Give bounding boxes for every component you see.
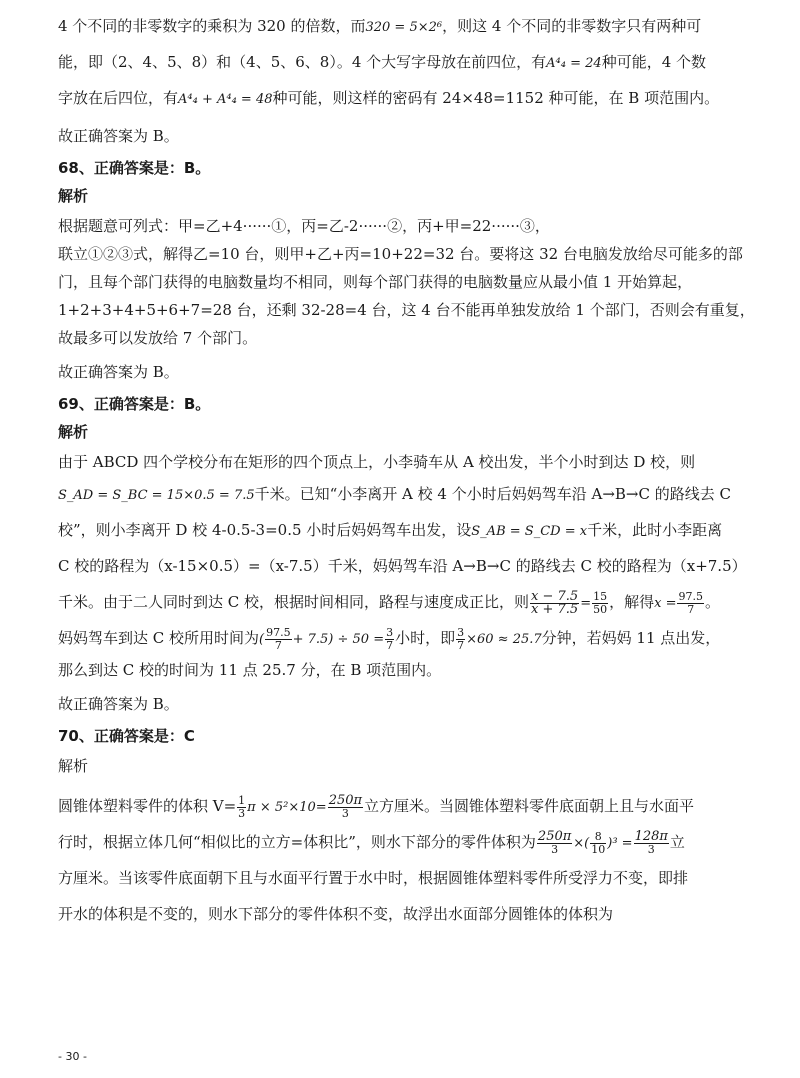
text-line: 由于 ABCD 四个学校分布在矩形的四个顶点上，小李骑车从 A 校出发，半个小时到达 D 校，则 bbox=[58, 453, 696, 471]
math: S_AB = S_CD = x bbox=[471, 524, 588, 539]
denominator: 10 bbox=[591, 842, 606, 856]
text: ，解得 bbox=[609, 593, 655, 611]
fraction bbox=[530, 588, 579, 617]
numerator: 3 bbox=[386, 625, 394, 639]
document-page bbox=[58, 8, 758, 932]
denominator: 3 bbox=[551, 842, 559, 856]
numerator: 15 bbox=[593, 589, 608, 603]
math: + 7.5) ÷ 50 = bbox=[292, 632, 385, 647]
math: ×60 ≈ 25.7 bbox=[466, 632, 542, 647]
question-68-heading: 68、正确答案是：B。 bbox=[58, 159, 211, 177]
text: 小时，即 bbox=[395, 629, 456, 647]
numerator: x − 7.5 bbox=[531, 588, 579, 604]
text-line: 1+2+3+4+5+6+7=28 台，还剩 32-28=4 台，这 4 台不能再单独发放给 1 个部门，否则会有重复， bbox=[58, 301, 755, 319]
math: x = bbox=[654, 596, 677, 611]
text-line bbox=[58, 512, 758, 548]
question-69-heading: 69、正确答案是：B。 bbox=[58, 395, 211, 413]
denominator: x + 7.5 bbox=[531, 601, 579, 617]
numerator: 128π bbox=[634, 828, 668, 844]
fraction bbox=[592, 591, 608, 616]
text-line: 方厘米。当该零件底面朝下且与水面平行置于水中时，根据圆锥体塑料零件所受浮力不变，即排 bbox=[58, 869, 689, 887]
math: 320 = 5×2⁶ bbox=[365, 20, 443, 35]
fraction bbox=[537, 828, 572, 856]
fraction bbox=[265, 627, 292, 652]
text: 妈妈驾车到达 C 校所用时间为 bbox=[58, 629, 260, 647]
text: 字放在后四位，有 bbox=[58, 89, 179, 107]
answer-68: 故正确答案为 B。 bbox=[58, 363, 179, 381]
fraction bbox=[634, 828, 669, 856]
fraction bbox=[385, 627, 394, 652]
analysis-heading-68: 解析 bbox=[58, 187, 89, 205]
page-number: - 30 - bbox=[58, 1050, 87, 1063]
text: 能，即（2、4、5、8）和（4、5、6、8）。4 个大写字母放在前四位，有 bbox=[58, 53, 547, 71]
text-line: C 校的路程为（x-15×0.5）=（x-7.5）千米，妈妈驾车沿 A→B→C 的路线去 C 校的路程为（x+7.5） bbox=[58, 557, 747, 575]
text-line bbox=[58, 620, 758, 656]
text: 立方厘米。当圆锥体塑料零件底面朝上且与水面平 bbox=[364, 797, 695, 815]
text-line bbox=[58, 788, 758, 824]
math: S_AD = S_BC = 15×0.5 = 7.5 bbox=[58, 488, 255, 503]
text: 立 bbox=[669, 833, 685, 851]
text-line bbox=[58, 584, 758, 620]
math: ×( bbox=[573, 836, 590, 851]
numerator: 1 bbox=[238, 793, 246, 807]
numerator: 250π bbox=[537, 828, 572, 844]
numerator: 8 bbox=[590, 831, 606, 844]
fraction bbox=[590, 831, 606, 856]
text-line bbox=[58, 44, 758, 80]
denominator: 3 bbox=[238, 806, 246, 820]
analysis-heading-70: 解析 bbox=[58, 757, 89, 775]
text: 圆锥体塑料零件的体积 V= bbox=[58, 797, 237, 815]
text: ，则这 4 个不同的非零数字只有两种可 bbox=[442, 17, 702, 35]
text: 。 bbox=[704, 593, 720, 611]
question-70-heading: 70、正确答案是：C bbox=[58, 727, 195, 745]
analysis-heading-69: 解析 bbox=[58, 423, 89, 441]
denominator: 7 bbox=[687, 602, 695, 616]
text: 种可能，4 个数 bbox=[601, 53, 706, 71]
denominator: 50 bbox=[593, 602, 608, 616]
text: 千米。已知“小李离开 A 校 4 个小时后妈妈驾车沿 A→B→C 的路线去 C bbox=[254, 485, 731, 503]
numerator: 3 bbox=[457, 625, 465, 639]
math: = bbox=[580, 596, 592, 611]
numerator: 97.5 bbox=[266, 625, 291, 639]
text: 千米。由于二人同时到达 C 校，根据时间相同，路程与速度成正比，则 bbox=[58, 593, 530, 611]
text: 种可能，则这样的密码有 24×48=1152 种可能，在 B 项范围内。 bbox=[272, 89, 720, 107]
text-line: 故最多可以发放给 7 个部门。 bbox=[58, 329, 258, 347]
denominator: 7 bbox=[386, 638, 394, 652]
numerator: 250π bbox=[328, 792, 363, 808]
math: ( bbox=[259, 632, 265, 647]
numerator: 97.5 bbox=[678, 589, 703, 603]
text: 4 个不同的非零数字的乘积为 320 的倍数，而 bbox=[58, 17, 366, 35]
answer-69: 故正确答案为 B。 bbox=[58, 695, 179, 713]
answer-67: 故正确答案为 B。 bbox=[58, 127, 179, 145]
text-line bbox=[58, 80, 758, 116]
text: 千米，此时小李距离 bbox=[587, 521, 723, 539]
text-line: 开水的体积是不变的，则水下部分的零件体积不变，故浮出水面部分圆锥体的体积为 bbox=[58, 905, 614, 923]
text-line bbox=[58, 476, 758, 512]
fraction bbox=[237, 795, 246, 820]
text-line: 联立①②③式，解得乙=10 台，则甲+乙+丙=10+22=32 台。要将这 32 台电脑发放给尽可能多的部 bbox=[58, 245, 743, 263]
math: A⁴₄ + A⁴₄ = 48 bbox=[178, 92, 273, 107]
math: A⁴₄ = 24 bbox=[546, 56, 602, 71]
text: 分钟，若妈妈 11 点出发， bbox=[541, 629, 721, 647]
denominator: 3 bbox=[341, 806, 349, 820]
denominator: 3 bbox=[647, 842, 655, 856]
text-line: 门，且每个部门获得的电脑数量均不相同，则每个部门获得的电脑数量应从最小值 1 开始算起， bbox=[58, 273, 693, 291]
text-line: 那么到达 C 校的时间为 11 点 25.7 分，在 B 项范围内。 bbox=[58, 661, 442, 679]
text-line: 根据题意可列式：甲=乙+4······①，丙=乙-2······②，丙+甲=22······③， bbox=[58, 217, 550, 235]
text-line bbox=[58, 8, 758, 44]
denominator: 7 bbox=[457, 638, 465, 652]
fraction bbox=[456, 627, 465, 652]
denominator: 7 bbox=[274, 638, 282, 652]
text-line bbox=[58, 824, 758, 860]
text: 校”，则小李离开 D 校 4-0.5-3=0.5 小时后妈妈驾车出发，设 bbox=[58, 521, 472, 539]
math: π × 5²×10= bbox=[247, 800, 327, 815]
text: 行时，根据立体几何“相似比的立方=体积比”，则水下部分的零件体积为 bbox=[58, 833, 536, 851]
fraction bbox=[677, 591, 704, 616]
math: )³ = bbox=[607, 836, 633, 851]
fraction bbox=[328, 792, 363, 820]
